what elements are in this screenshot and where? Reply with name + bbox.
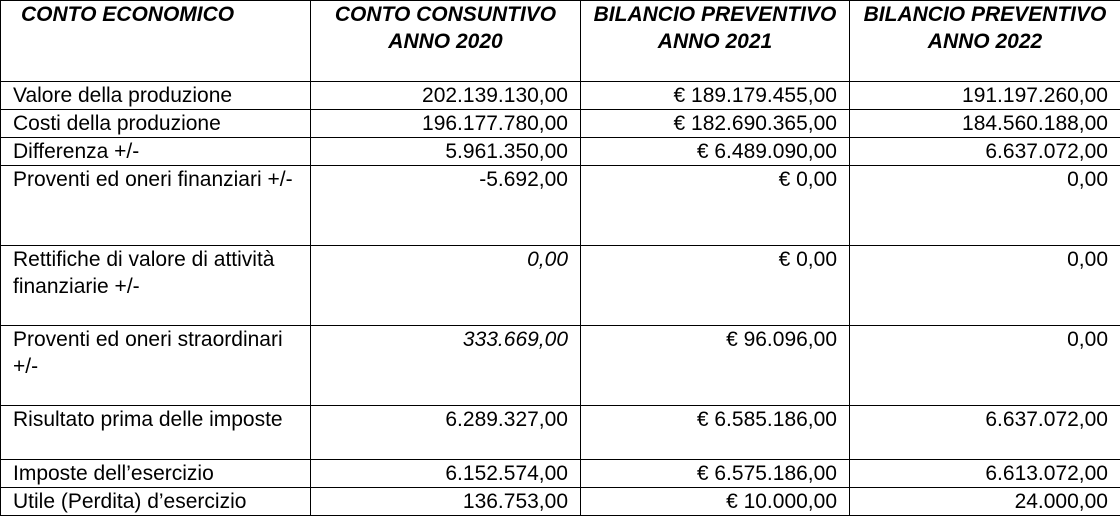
value-2021: € 6.575.186,00 [581, 460, 850, 488]
value-2022: 0,00 [850, 326, 1120, 406]
value-2022: 6.637.072,00 [850, 406, 1120, 460]
table-row [1, 110, 1120, 138]
value-2022: 6.613.072,00 [850, 460, 1120, 488]
value-2022: 6.637.072,00 [850, 138, 1120, 166]
value-2020: 6.289.327,00 [311, 406, 581, 460]
value-2021: € 6.489.090,00 [581, 138, 850, 166]
header-row [1, 1, 1120, 82]
value-2021: € 96.096,00 [581, 326, 850, 406]
row-label: Imposte dell’esercizio [1, 460, 311, 488]
header-consuntivo-2020: CONTO CONSUNTIVO ANNO 2020 [311, 1, 581, 82]
value-2020: 0,00 [311, 246, 581, 326]
row-label: Proventi ed oneri straordinari +/- [1, 326, 311, 406]
header-preventivo-2021: BILANCIO PREVENTIVO ANNO 2021 [581, 1, 850, 82]
row-label: Proventi ed oneri finanziari +/- [1, 166, 311, 246]
value-2021: € 0,00 [581, 166, 850, 246]
value-2021: € 182.690.365,00 [581, 110, 850, 138]
table-row [1, 246, 1120, 326]
value-2022: 0,00 [850, 246, 1120, 326]
row-label: Utile (Perdita) d’esercizio [1, 488, 311, 516]
value-2022: 191.197.260,00 [850, 82, 1120, 110]
value-2020: 6.152.574,00 [311, 460, 581, 488]
value-2021: € 10.000,00 [581, 488, 850, 516]
table-row [1, 138, 1120, 166]
row-label: Risultato prima delle imposte [1, 406, 311, 460]
table-row [1, 460, 1120, 488]
row-label: Costi della produzione [1, 110, 311, 138]
value-2021: € 189.179.455,00 [581, 82, 850, 110]
value-2022: 184.560.188,00 [850, 110, 1120, 138]
table-row [1, 488, 1120, 516]
table-row [1, 82, 1120, 110]
value-2020: 5.961.350,00 [311, 138, 581, 166]
table-row [1, 406, 1120, 460]
value-2021: € 6.585.186,00 [581, 406, 850, 460]
table-row [1, 326, 1120, 406]
value-2022: 0,00 [850, 166, 1120, 246]
value-2020: 202.139.130,00 [311, 82, 581, 110]
row-label: Rettifiche di valore di attività finanziarie +/- [1, 246, 311, 326]
value-2020: 136.753,00 [311, 488, 581, 516]
value-2020: -5.692,00 [311, 166, 581, 246]
row-label: Valore della produzione [1, 82, 311, 110]
header-conto-economico: CONTO ECONOMICO [1, 1, 311, 82]
value-2020: 196.177.780,00 [311, 110, 581, 138]
value-2020: 333.669,00 [311, 326, 581, 406]
value-2021: € 0,00 [581, 246, 850, 326]
value-2022: 24.000,00 [850, 488, 1120, 516]
header-preventivo-2022: BILANCIO PREVENTIVO ANNO 2022 [850, 1, 1120, 82]
table-row [1, 166, 1120, 246]
row-label: Differenza +/- [1, 138, 311, 166]
